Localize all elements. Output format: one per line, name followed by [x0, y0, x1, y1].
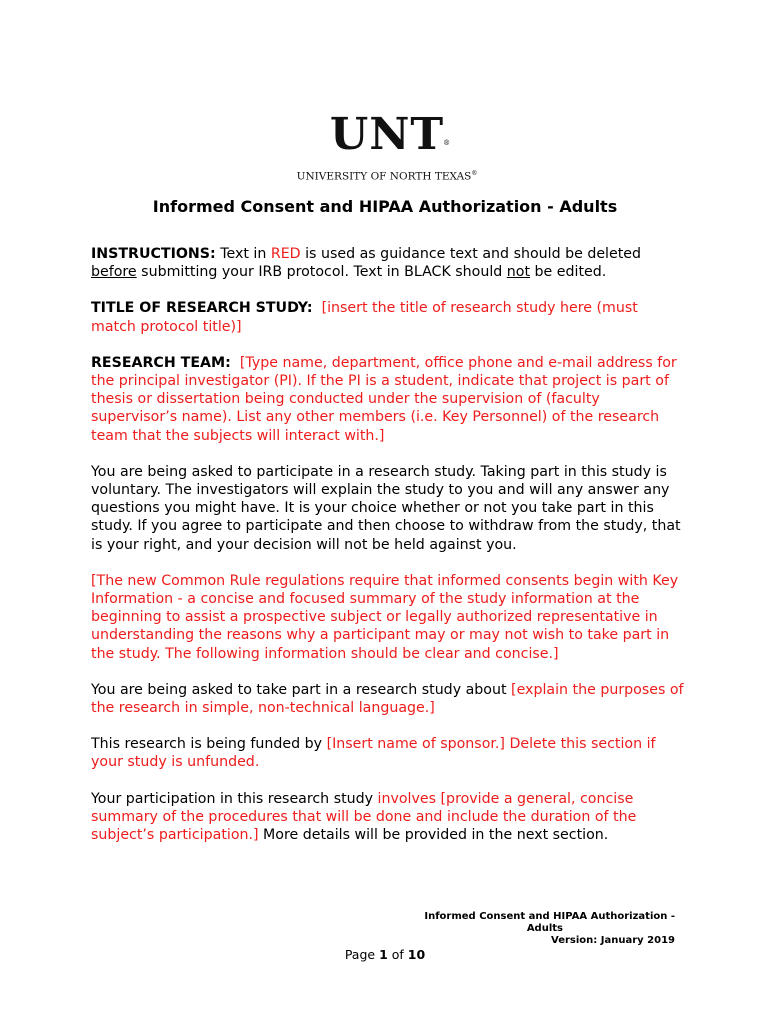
research-team-guidance: [Type name, department, office phone and e-mail address for the principal investigator (PI). If the PI is a student, indicate that project is part of thesis or dissertation being conducted under the supervision of (faculty supervisor’s name). List any other members (i.e. Key Personnel) of the research team that the subjects will interact with.]	[91, 354, 677, 444]
university-name: UNIVERSITY OF NORTH TEXAS®	[296, 170, 478, 183]
research-team-paragraph	[91, 354, 687, 445]
instructions-paragraph: INSTRUCTIONS: Text in RED is used as guidance text and should be deleted before submitting your IRB protocol. Text in BLACK should not be edited.	[91, 246, 642, 281]
common-rule-paragraph: [The new Common Rule regulations require that informed consents begin with Key Information - a concise and focused summary of the study information at the beginning to assist a prospective subject or legally authorized representative in understanding the reasons why a participant may or may not wish to take part in the study. The following information should be clear and concise.]	[91, 572, 679, 662]
page-number: Page 1 of 10	[344, 947, 426, 962]
study-title-guidance: [insert the title of research study here (must match protocol title)]	[91, 300, 638, 335]
unt-logo	[292, 110, 482, 184]
footer-line-1: Informed Consent and HIPAA Authorization -	[424, 911, 675, 922]
participation-paragraph: Your participation in this research study involves [provide a general, concise summary of the procedures that will be done and include the duration of the subject’s participation.] More details will be provided in the next section.	[91, 790, 637, 844]
purpose-paragraph: You are being asked to take part in a research study about [explain the purposes of the research in simple, non-technical language.]	[91, 681, 684, 717]
footer-line-2: Adults	[526, 923, 563, 934]
instructions-label: INSTRUCTIONS:	[91, 246, 216, 262]
funding-paragraph: This research is being funded by [Insert name of sponsor.] Delete this section if your study is unfunded.	[91, 736, 656, 771]
document-body	[91, 245, 687, 862]
voluntary-paragraph: You are being asked to participate in a research study. Taking part in this study is voluntary. The investigators will explain the study to you and will any answer any questions you might have. It is your choice whether or not you take part in this study. If you agree to participate and then choose to withdraw from the study, that is your right, and your decision will not be held against you.	[91, 463, 681, 553]
study-title-paragraph	[91, 299, 687, 335]
research-team-label: RESEARCH TEAM:	[91, 354, 231, 371]
document-title: Informed Consent and HIPAA Authorization - Adults	[152, 197, 618, 216]
study-title-label: TITLE OF RESEARCH STUDY:	[91, 300, 313, 317]
footer-version: Version: January 2019	[551, 935, 675, 946]
logo-wordmark: UNT ®	[329, 109, 452, 160]
page-footer	[385, 911, 675, 947]
